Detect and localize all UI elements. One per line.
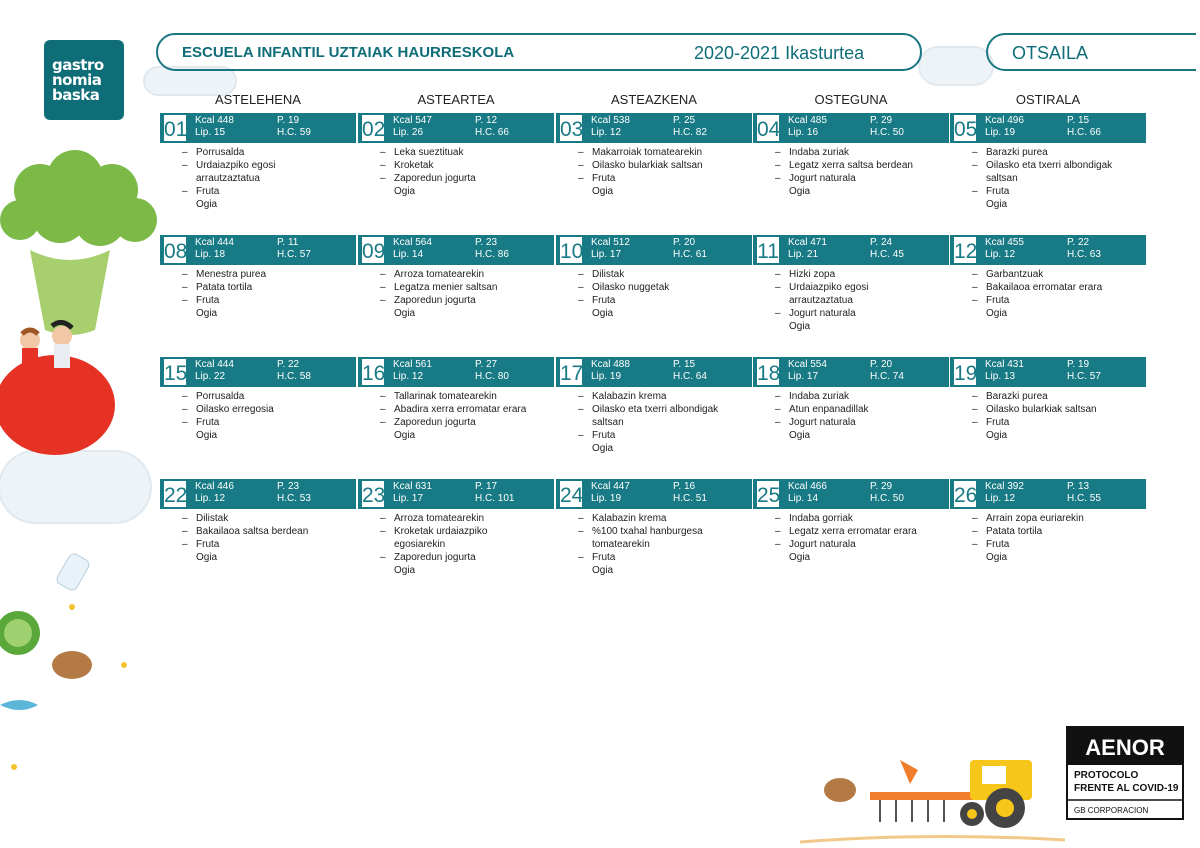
menu-item: – Atun enpanadillak [753,403,949,416]
day-number: 26 [952,479,978,509]
menu-list [160,512,356,564]
menu-item: – Arroza tomatearekin [358,512,554,525]
menu-item: – Fruta [950,185,1146,198]
cloud-decoration [920,48,992,84]
menu-item: – Fruta [556,429,752,442]
day-header [950,357,1146,387]
protein-value: P. 27 [475,359,498,370]
protein-value: P. 19 [277,115,300,126]
menu-item: – Tallarinak tomatearekin [358,390,554,403]
menu-item: – Legatza menier saltsan [358,281,554,294]
menu-item: – Abadira xerra erromatar erara [358,403,554,416]
day-cell [358,479,554,577]
protein-value: P. 20 [673,237,696,248]
menu-item: – Fruta [160,416,356,429]
menu-item: – Bakailaoa erromatar erara [950,281,1146,294]
day-number: 08 [162,235,188,265]
protein-value: P. 19 [1067,359,1090,370]
nutrition-info [781,235,949,265]
menu-item: arrautzaztatua [196,173,260,184]
day-cell [753,357,949,442]
kcal-value: Kcal 538 [591,115,630,126]
menu-list [753,268,949,333]
carbs-value: H.C. 50 [870,493,904,504]
menu-item: Ogia [986,308,1008,319]
day-header [753,357,949,387]
aenor-covid-badge [1066,726,1184,820]
menu-item: – Porrusalda [160,146,356,159]
protein-value: P. 11 [277,237,299,248]
aenor-line2-text: FRENTE AL COVID-19 [1074,783,1179,794]
day-header [160,113,356,143]
day-cell [160,235,356,320]
menu-item: – Zaporedun jogurta [358,551,554,564]
carbs-value: H.C. 51 [673,493,707,504]
menu-item: Ogia [394,565,416,576]
day-cell [950,113,1146,211]
kcal-value: Kcal 444 [195,237,234,248]
nutrition-info [584,113,752,143]
menu-item: – Urdaiazpiko egosi [160,159,356,172]
nutrition-info [188,235,356,265]
day-cell [160,113,356,211]
protein-value: P. 29 [870,115,893,126]
menu-list [358,512,554,577]
menu-item: – Zaporedun jogurta [358,172,554,185]
aenor-brand-text: AENOR [1085,735,1165,760]
menu-item: – Hizki zopa [753,268,949,281]
nutrition-info [386,479,554,509]
menu-item: Ogia [592,443,614,454]
carbs-value: H.C. 57 [1067,371,1101,382]
menu-item: – Fruta [160,538,356,551]
kcal-value: Kcal 431 [985,359,1024,370]
day-number: 15 [162,357,188,387]
protein-value: P. 15 [673,359,696,370]
lipid-value: Lip. 16 [788,127,819,138]
menu-item: – Kroketak urdaiazpiko [358,525,554,538]
lipid-value: Lip. 12 [393,371,424,382]
lipid-value: Lip. 15 [195,127,226,138]
menu-item: Ogia [592,308,614,319]
carbs-value: H.C. 59 [277,127,311,138]
day-cell [160,479,356,564]
day-number: 02 [360,113,386,143]
carbs-value: H.C. 66 [475,127,509,138]
lipid-value: Lip. 19 [591,371,622,382]
protein-value: P. 12 [475,115,498,126]
day-header [950,235,1146,265]
day-header [358,479,554,509]
day-cell [950,479,1146,564]
menu-item: Ogia [789,430,811,441]
carbs-value: H.C. 57 [277,249,311,260]
nutrition-info [978,113,1146,143]
menu-item: – Jogurt naturala [753,416,949,429]
menu-list [950,268,1146,320]
day-header [556,235,752,265]
weekday-wednesday: ASTEAZKENA [611,92,697,107]
kcal-value: Kcal 455 [985,237,1024,248]
menu-item: Ogia [986,552,1008,563]
menu-item: saltsan [986,173,1018,184]
nutrition-info [978,479,1146,509]
nutrition-info [386,357,554,387]
menu-item: Ogia [196,308,218,319]
menu-item: – Zaporedun jogurta [358,416,554,429]
menu-list [358,268,554,320]
menu-list [753,146,949,198]
menu-item: Ogia [196,430,218,441]
nutrition-info [584,235,752,265]
protein-value: P. 22 [277,359,300,370]
kcal-value: Kcal 392 [985,481,1024,492]
day-cell [358,235,554,320]
protein-value: P. 29 [870,481,893,492]
menu-item: – Barazki purea [950,390,1146,403]
nutrition-info [386,113,554,143]
day-number: 17 [558,357,584,387]
menu-item: – Jogurt naturala [753,538,949,551]
day-header [358,357,554,387]
day-number: 03 [558,113,584,143]
menu-item: – Dilistak [160,512,356,525]
kcal-value: Kcal 547 [393,115,432,126]
menu-list [556,146,752,198]
day-number: 25 [755,479,781,509]
day-cell [556,357,752,455]
menu-item: Ogia [394,186,416,197]
menu-item: – Oilasko erregosia [160,403,356,416]
nutrition-info [978,235,1146,265]
day-header [556,479,752,509]
day-number: 04 [755,113,781,143]
menu-item: – Patata tortila [950,525,1146,538]
lipid-value: Lip. 19 [591,493,622,504]
protein-value: P. 13 [1067,481,1090,492]
menu-item: – Indaba zuriak [753,146,949,159]
day-number: 12 [952,235,978,265]
day-header [160,235,356,265]
day-number: 23 [360,479,386,509]
carbs-value: H.C. 63 [1067,249,1101,260]
carbs-value: H.C. 55 [1067,493,1101,504]
menu-list [556,512,752,577]
menu-list [160,146,356,211]
day-cell [556,479,752,577]
day-cell [950,357,1146,442]
month-bar [986,33,1196,71]
day-cell [358,357,554,442]
cloud-decoration [145,68,235,94]
menu-item: – Fruta [950,294,1146,307]
day-header [160,479,356,509]
kcal-value: Kcal 446 [195,481,234,492]
lipid-value: Lip. 14 [393,249,424,260]
protein-value: P. 23 [277,481,300,492]
lipid-value: Lip. 21 [788,249,819,260]
menu-list [160,390,356,442]
aenor-line1-text: PROTOCOLO [1074,770,1139,781]
menu-item: – Porrusalda [160,390,356,403]
menu-item: Ogia [394,430,416,441]
menu-list [753,390,949,442]
menu-item: egosiarekin [394,539,446,550]
month-name: OTSAILA [1012,43,1089,63]
day-number: 01 [162,113,188,143]
menu-item: – Fruta [556,551,752,564]
day-number: 24 [558,479,584,509]
day-header [556,113,752,143]
menu-item: – Arrain zopa euriarekin [950,512,1146,525]
day-cell [160,357,356,442]
carbs-value: H.C. 45 [870,249,904,260]
kcal-value: Kcal 485 [788,115,827,126]
menu-item: – Dilistak [556,268,752,281]
kcal-value: Kcal 512 [591,237,630,248]
school-name: ESCUELA INFANTIL UZTAIAK HAURRESKOLA [182,44,515,61]
kcal-value: Kcal 631 [393,481,432,492]
lipid-value: Lip. 22 [195,371,226,382]
carbs-value: H.C. 58 [277,371,311,382]
menu-item: saltsan [592,417,624,428]
menu-item: – Legatz xerra saltsa berdean [753,159,949,172]
day-header [358,113,554,143]
protein-value: P. 24 [870,237,893,248]
menu-item: Ogia [196,199,218,210]
carbs-value: H.C. 64 [673,371,707,382]
kcal-value: Kcal 447 [591,481,630,492]
day-number: 19 [952,357,978,387]
menu-item: – Fruta [556,172,752,185]
weekday-monday: ASTELEHENA [215,92,301,107]
gastronomia-baska-logo [44,40,124,120]
menu-item: Ogia [592,186,614,197]
day-header [753,113,949,143]
menu-item: – Jogurt naturala [753,172,949,185]
kcal-value: Kcal 466 [788,481,827,492]
broccoli-balloon-illustration [0,150,160,470]
kcal-value: Kcal 448 [195,115,234,126]
menu-item: Ogia [986,430,1008,441]
day-cell [358,113,554,198]
lipid-value: Lip. 14 [788,493,819,504]
menu-item: – Patata tortila [160,281,356,294]
protein-value: P. 16 [673,481,696,492]
lipid-value: Lip. 18 [195,249,226,260]
carbs-value: H.C. 53 [277,493,311,504]
day-header [950,113,1146,143]
menu-item: – Fruta [950,416,1146,429]
day-number: 05 [952,113,978,143]
logo-line-3: baska [52,85,100,104]
logo-line-2: nomia [52,70,102,89]
menu-item: Ogia [592,565,614,576]
menu-item: Ogia [196,552,218,563]
menu-item: – Legatz xerra erromatar erara [753,525,949,538]
nutrition-info [781,357,949,387]
lipid-value: Lip. 13 [985,371,1016,382]
lipid-value: Lip. 12 [985,493,1016,504]
day-cell [556,113,752,198]
day-cell [753,479,949,564]
menu-item: arrautzaztatua [789,295,853,306]
kcal-value: Kcal 561 [393,359,432,370]
carbs-value: H.C. 74 [870,371,904,382]
day-cell [753,235,949,333]
day-number: 11 [755,235,781,265]
nutrition-info [781,479,949,509]
menu-item: – Menestra purea [160,268,356,281]
nutrition-info [188,113,356,143]
menu-item: Ogia [789,321,811,332]
lipid-value: Lip. 26 [393,127,424,138]
menu-list [950,146,1146,211]
nutrition-info [188,479,356,509]
menu-item: – Leka sueztituak [358,146,554,159]
menu-list [358,146,554,198]
weekday-tuesday: ASTEARTEA [417,92,495,107]
menu-item: – Fruta [556,294,752,307]
menu-item: – Oilasko eta txerri albondigak [556,403,752,416]
menu-item: tomatearekin [592,539,650,550]
menu-item: – Fruta [950,538,1146,551]
day-header [358,235,554,265]
carbs-value: H.C. 86 [475,249,509,260]
menu-item: – Oilasko bularkiak saltsan [556,159,752,172]
day-header [556,357,752,387]
title-bar [156,33,922,71]
day-cell [753,113,949,198]
tractor-illustration [800,740,1065,848]
menu-item: – Kalabazin krema [556,390,752,403]
menu-item: – Urdaiazpiko egosi [753,281,949,294]
menu-item: – Oilasko bularkiak saltsan [950,403,1146,416]
vegetables-illustration [0,545,130,775]
day-number: 10 [558,235,584,265]
menu-item: Ogia [986,199,1008,210]
menu-item: Ogia [789,552,811,563]
carbs-value: H.C. 66 [1067,127,1101,138]
day-header [753,235,949,265]
nutrition-info [188,357,356,387]
protein-value: P. 22 [1067,237,1090,248]
carbs-value: H.C. 82 [673,127,707,138]
day-cell [950,235,1146,320]
carbs-value: H.C. 50 [870,127,904,138]
weekday-thursday: OSTEGUNA [814,92,888,107]
nutrition-info [978,357,1146,387]
kcal-value: Kcal 444 [195,359,234,370]
kcal-value: Kcal 554 [788,359,827,370]
day-number: 22 [162,479,188,509]
kcal-value: Kcal 471 [788,237,827,248]
menu-list [556,268,752,320]
lipid-value: Lip. 12 [591,127,622,138]
menu-item: – Fruta [160,185,356,198]
protein-value: P. 23 [475,237,498,248]
menu-item: – Makarroiak tomatearekin [556,146,752,159]
carbs-value: H.C. 61 [673,249,707,260]
protein-value: P. 20 [870,359,893,370]
lipid-value: Lip. 17 [393,493,424,504]
lipid-value: Lip. 17 [591,249,622,260]
menu-list [950,512,1146,564]
menu-item: – Fruta [160,294,356,307]
day-number: 09 [360,235,386,265]
menu-list [950,390,1146,442]
menu-item: – Jogurt naturala [753,307,949,320]
day-number: 16 [360,357,386,387]
menu-item: Ogia [394,308,416,319]
day-cell [556,235,752,320]
nutrition-info [781,113,949,143]
menu-item: – Arroza tomatearekin [358,268,554,281]
day-number: 18 [755,357,781,387]
menu-item: – Garbantzuak [950,268,1146,281]
menu-list [358,390,554,442]
carbs-value: H.C. 80 [475,371,509,382]
menu-item: – Indaba gorriak [753,512,949,525]
aenor-footer-text: GB CORPORACION [1074,806,1149,815]
menu-item: – Kalabazin krema [556,512,752,525]
carbs-value: H.C. 101 [475,493,515,504]
menu-item: – Barazki purea [950,146,1146,159]
protein-value: P. 15 [1067,115,1090,126]
weekday-friday: OSTIRALA [1015,92,1081,107]
menu-list [160,268,356,320]
lipid-value: Lip. 19 [985,127,1016,138]
menu-item: – Oilasko eta txerri albondigak [950,159,1146,172]
nutrition-info [584,479,752,509]
school-year: 2020-2021 Ikasturtea [694,43,865,63]
day-header [753,479,949,509]
menu-list [556,390,752,455]
nutrition-info [386,235,554,265]
kcal-value: Kcal 488 [591,359,630,370]
protein-value: P. 25 [673,115,696,126]
menu-list [753,512,949,564]
nutrition-info [584,357,752,387]
lipid-value: Lip. 12 [195,493,226,504]
menu-item: – Indaba zuriak [753,390,949,403]
logo-line-1: gastro [52,55,104,74]
menu-item: Ogia [789,186,811,197]
menu-item: – %100 txahal hanburgesa [556,525,752,538]
menu-item: – Zaporedun jogurta [358,294,554,307]
kcal-value: Kcal 564 [393,237,432,248]
lipid-value: Lip. 17 [788,371,819,382]
kcal-value: Kcal 496 [985,115,1024,126]
protein-value: P. 17 [475,481,498,492]
lipid-value: Lip. 12 [985,249,1016,260]
menu-item: – Oilasko nuggetak [556,281,752,294]
day-header [950,479,1146,509]
menu-item: – Kroketak [358,159,554,172]
menu-item: – Bakailaoa saltsa berdean [160,525,356,538]
day-header [160,357,356,387]
